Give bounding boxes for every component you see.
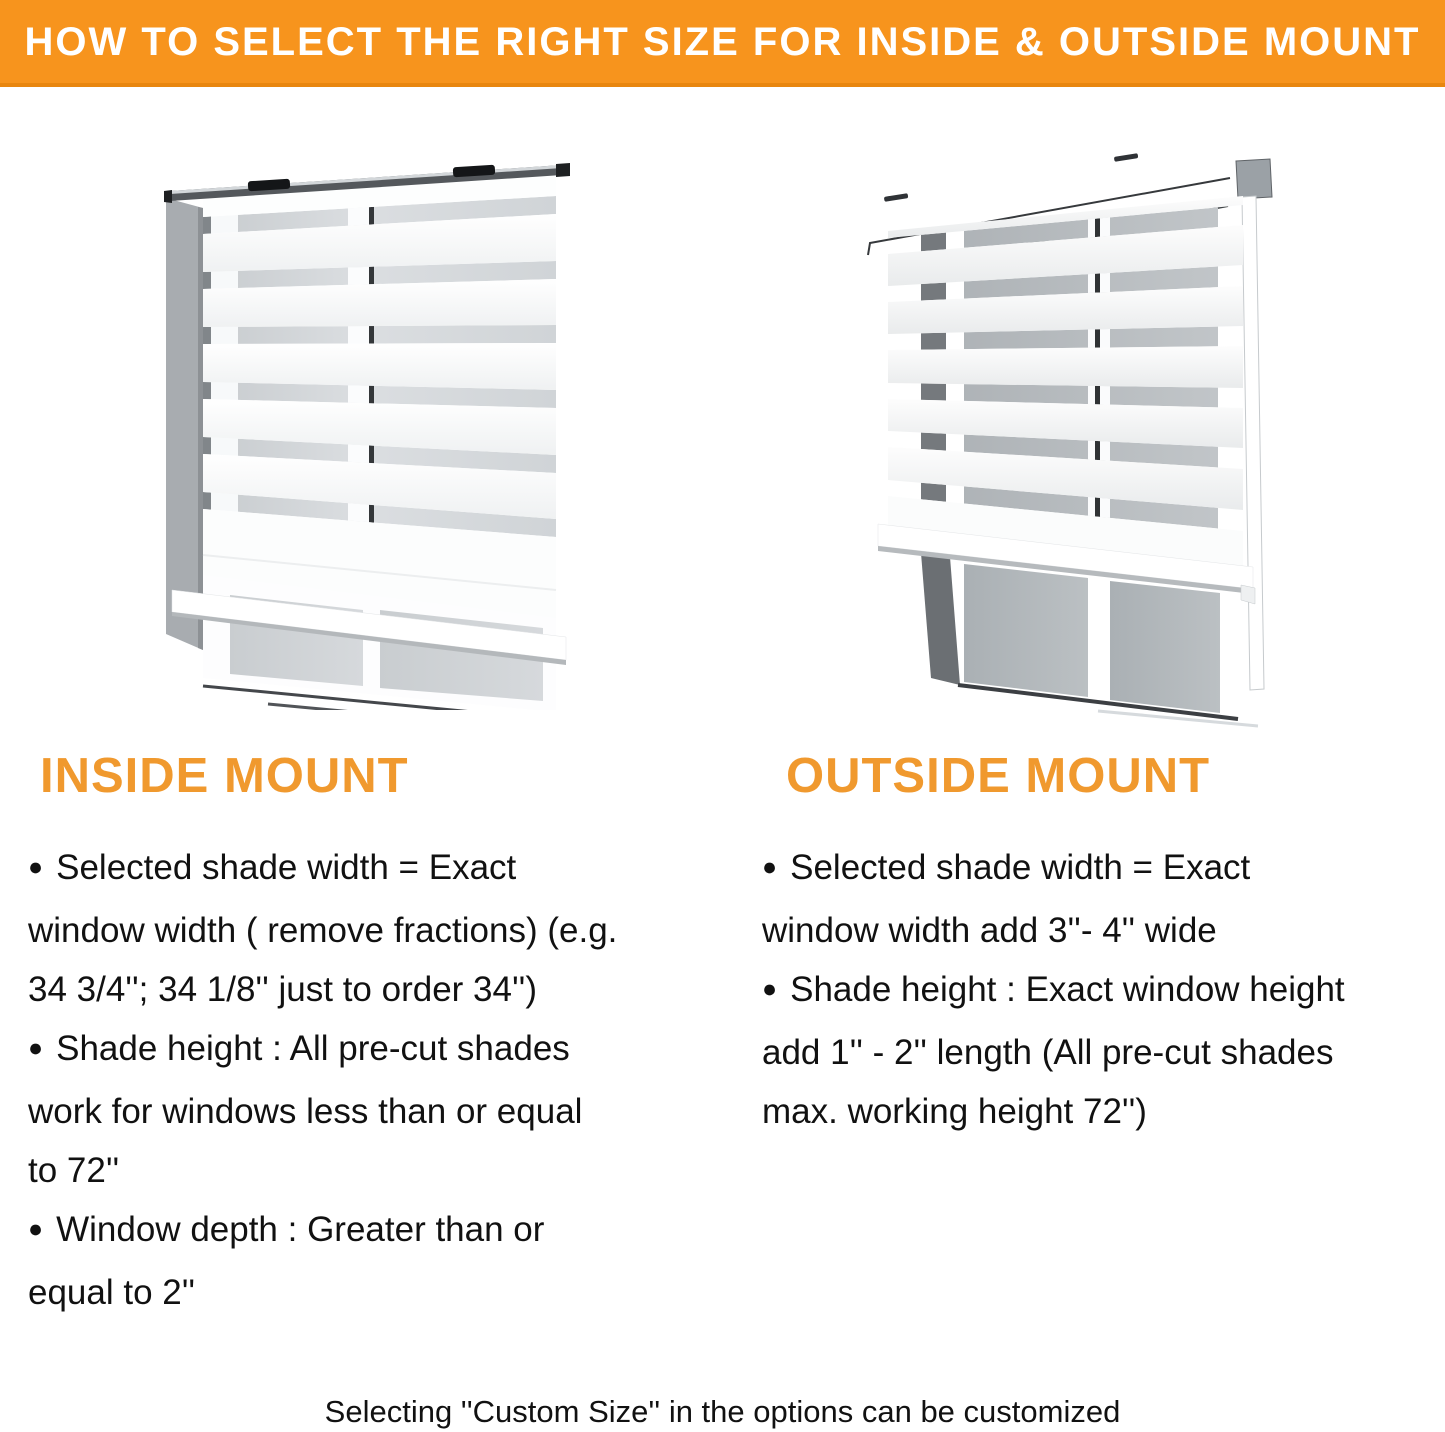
bullet-text: Window depth : Greater than or equal to 2'' <box>28 1210 545 1312</box>
outside-mount-illustration <box>858 133 1288 733</box>
window-frame-left <box>166 198 203 650</box>
bullet-text: Selected shade width = Exact window width add 3''- 4'' wide <box>762 848 1251 950</box>
bullet-dot: ● <box>28 1034 44 1062</box>
bullet-dot: ● <box>762 853 778 881</box>
outside-mount-heading: OUTSIDE MOUNT <box>786 749 1211 803</box>
inside-mount-bullet-list <box>28 838 620 1322</box>
footer-note: Selecting ''Custom Size'' in the options can be customized <box>324 1394 1121 1429</box>
bullet-dot: ● <box>28 1215 44 1243</box>
outside-mount-bullet-list <box>762 838 1354 1141</box>
bullet-item <box>762 960 1354 1141</box>
inside-mount-heading: INSIDE MOUNT <box>40 749 409 803</box>
banner-title: HOW TO SELECT THE RIGHT SIZE FOR INSIDE & OUTSIDE MOUNT <box>24 19 1421 64</box>
bullet-text: Shade height : Exact window height add 1'' - 2'' length (All pre-cut shades max. working height 72'') <box>762 970 1345 1131</box>
bullet-item <box>28 1200 620 1322</box>
bullet-text: Selected shade width = Exact window width ( remove fractions) (e.g. 34 3/4''; 34 1/8'' just to order 34'') <box>28 848 618 1009</box>
bullet-item <box>762 838 1354 960</box>
inside-mount-illustration <box>158 150 578 710</box>
bullet-item <box>28 838 620 1019</box>
bullet-text: Shade height : All pre-cut shades work for windows less than or equal to 72'' <box>28 1029 583 1190</box>
bullet-item <box>28 1019 620 1200</box>
banner <box>0 0 1445 87</box>
bullet-dot: ● <box>762 975 778 1003</box>
white-fabric-stripes <box>203 174 556 640</box>
bullet-dot: ● <box>28 853 44 881</box>
